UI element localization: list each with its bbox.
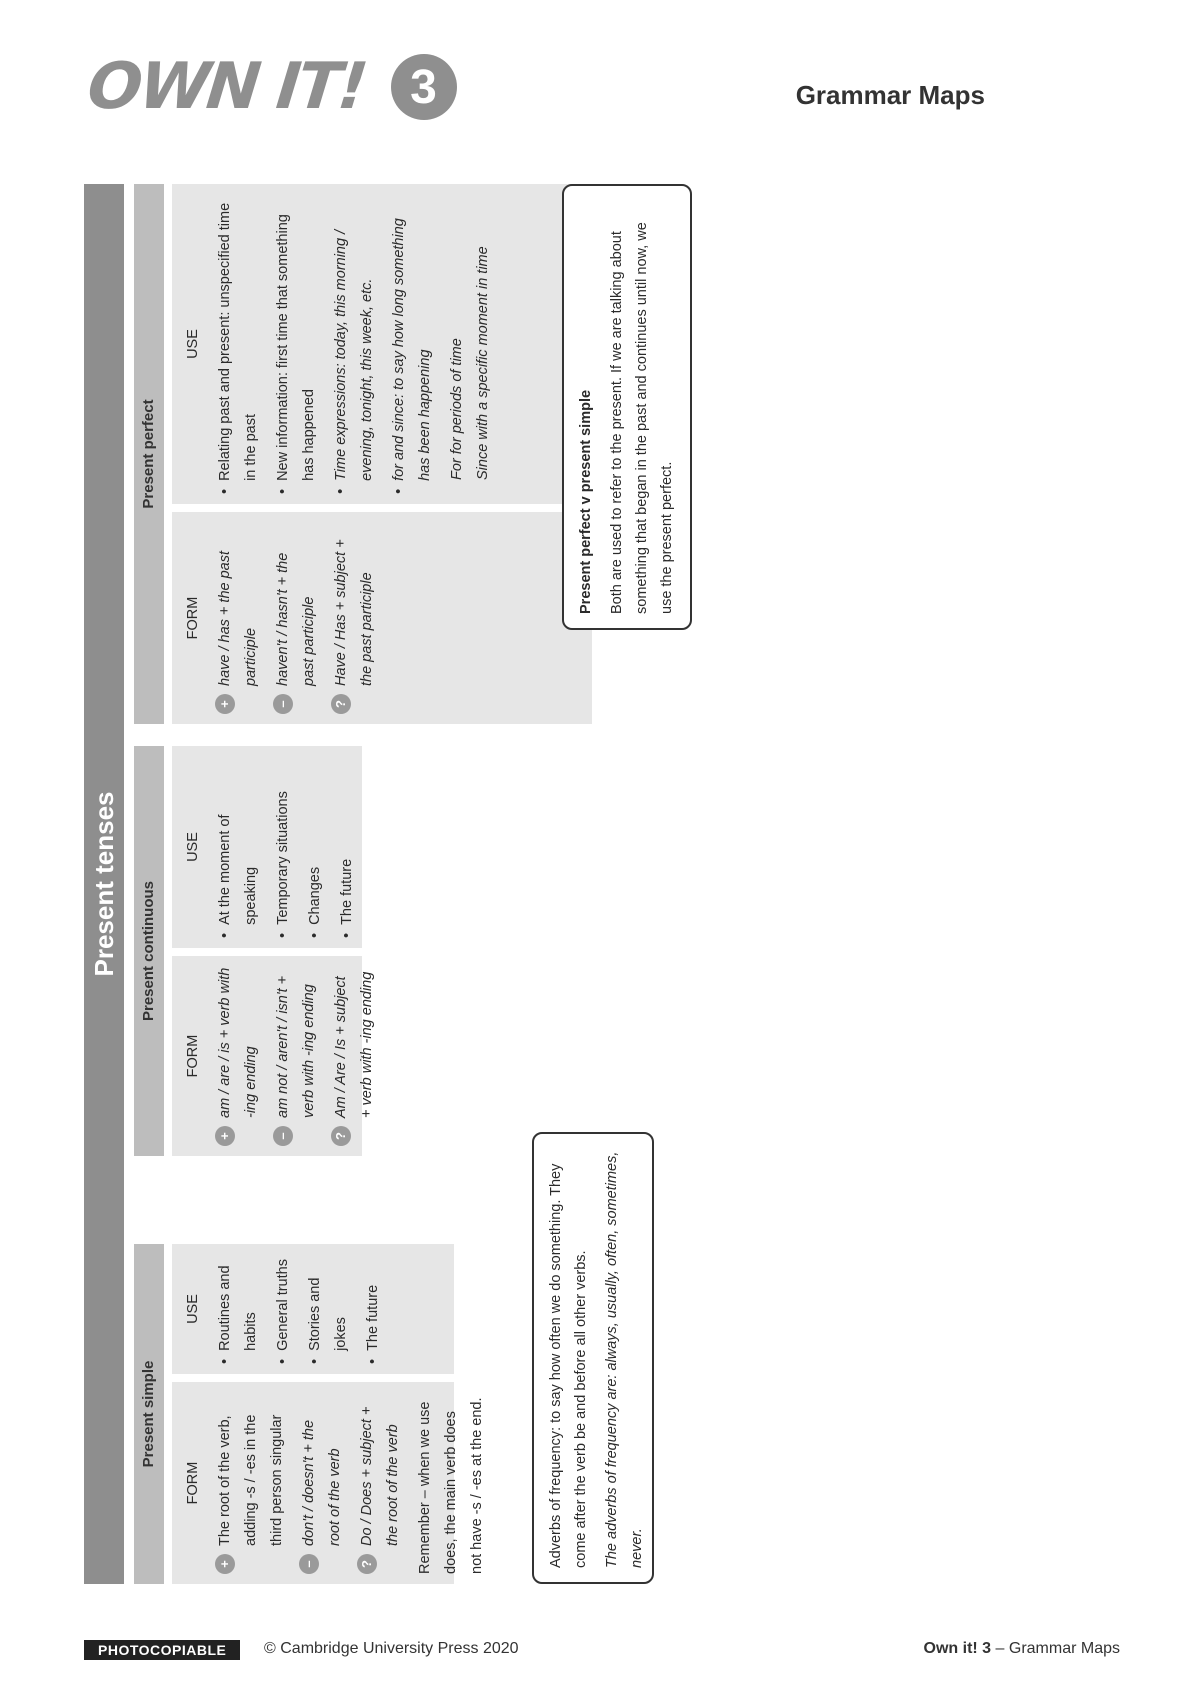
form-minus: don't / doesn't + the root of the verb (301, 1419, 343, 1546)
form-question: Do / Does + subject + the root of the verb (359, 1406, 401, 1546)
present-continuous-form (172, 956, 375, 1156)
present-perfect-use (172, 184, 592, 504)
question-badge: ? (331, 694, 351, 714)
use-item: • Temporary situations (270, 756, 296, 938)
use-item: • Time expressions: today, this morning / evening, tonight, this week, etc. (328, 194, 380, 494)
form-heading: FORM (185, 1034, 201, 1078)
plus-badge: + (215, 1554, 235, 1574)
form-heading: FORM (185, 1461, 201, 1505)
photocopiable-badge: PHOTOCOPIABLE (84, 1640, 240, 1660)
present-simple-form (172, 1382, 485, 1584)
use-item: • Stories and jokes (302, 1254, 354, 1364)
minus-badge: – (273, 694, 293, 714)
use-item: • The future (334, 756, 360, 938)
plus-badge: + (215, 1126, 235, 1146)
use-item: • Changes (302, 756, 328, 938)
form-plus: am / are / is + verb with -ing ending (217, 967, 259, 1118)
minus-badge: – (299, 1554, 319, 1574)
use-heading: USE (185, 832, 201, 862)
form-minus: am not / aren't / isn't + verb with -ing ending (275, 975, 317, 1118)
use-item: • Routines and habits (212, 1254, 264, 1364)
present-simple-column (134, 1244, 485, 1584)
for-note: For for periods of time (449, 338, 465, 480)
footer-title (924, 1640, 1120, 1658)
use-item: • New information: first time that something has happened (270, 194, 322, 494)
use-item: • Relating past and present: unspecified time in the past (212, 194, 264, 494)
use-heading: USE (185, 329, 201, 359)
use-item: • for and since: to say how long something has been happening (386, 194, 438, 494)
adverbs-list: The adverbs of frequency are: always, usually, often, sometimes, never. (604, 1151, 645, 1568)
use-heading: USE (185, 1294, 201, 1324)
question-badge: ? (357, 1554, 377, 1574)
section-band: Present tenses (84, 184, 124, 1584)
logo-text: OWN IT! (84, 50, 369, 124)
form-plus: The root of the verb, adding -s / -es in the third person singular (217, 1414, 285, 1546)
grammar-map (84, 184, 814, 1584)
page-title: Grammar Maps (795, 80, 985, 110)
logo-number: 3 (391, 54, 457, 120)
present-perfect-form (172, 512, 592, 724)
logo (84, 50, 457, 124)
box-body: Both are used to refer to the present. If we are talking about something that began in the past and continues until now, we use the present perfect. (609, 222, 675, 614)
present-perfect-vs-simple-box (562, 184, 692, 630)
form-heading: FORM (185, 596, 201, 640)
form-question: Have / Has + subject + the past participle (333, 539, 375, 686)
adverbs-of-frequency-box (532, 1132, 654, 1584)
use-item: • At the moment of speaking (212, 756, 264, 938)
box-title: Present perfect v present simple (578, 389, 594, 614)
present-perfect-heading: Present perfect (134, 184, 164, 724)
minus-badge: – (273, 1126, 293, 1146)
form-plus: have / has + the past participle (217, 550, 259, 686)
form-minus: haven't / hasn't + the past participle (275, 552, 317, 686)
adverbs-text: Adverbs of frequency: to say how often we do something. They come after the verb be and before all other verbs. (548, 1163, 589, 1568)
present-simple-heading: Present simple (134, 1244, 164, 1584)
use-item: • The future (360, 1254, 386, 1364)
present-continuous-heading: Present continuous (134, 746, 164, 1156)
form-question: Am / Are / Is + subject + verb with -ing ending (333, 971, 375, 1118)
question-badge: ? (331, 1126, 351, 1146)
since-note: Since with a specific moment in time (475, 246, 491, 480)
form-note: Remember – when we use does, the main verb does not have -s / -es at the end. (417, 1397, 485, 1574)
use-item: • General truths (270, 1254, 296, 1364)
present-perfect-column (134, 184, 592, 724)
copyright: © Cambridge University Press 2020 (264, 1640, 519, 1657)
footer-book: Own it! 3 (923, 1640, 992, 1657)
plus-badge: + (215, 694, 235, 714)
present-continuous-column (134, 746, 375, 1156)
footer-section: – Grammar Maps (991, 1640, 1120, 1657)
present-simple-use (172, 1244, 454, 1374)
present-continuous-use (172, 746, 362, 948)
